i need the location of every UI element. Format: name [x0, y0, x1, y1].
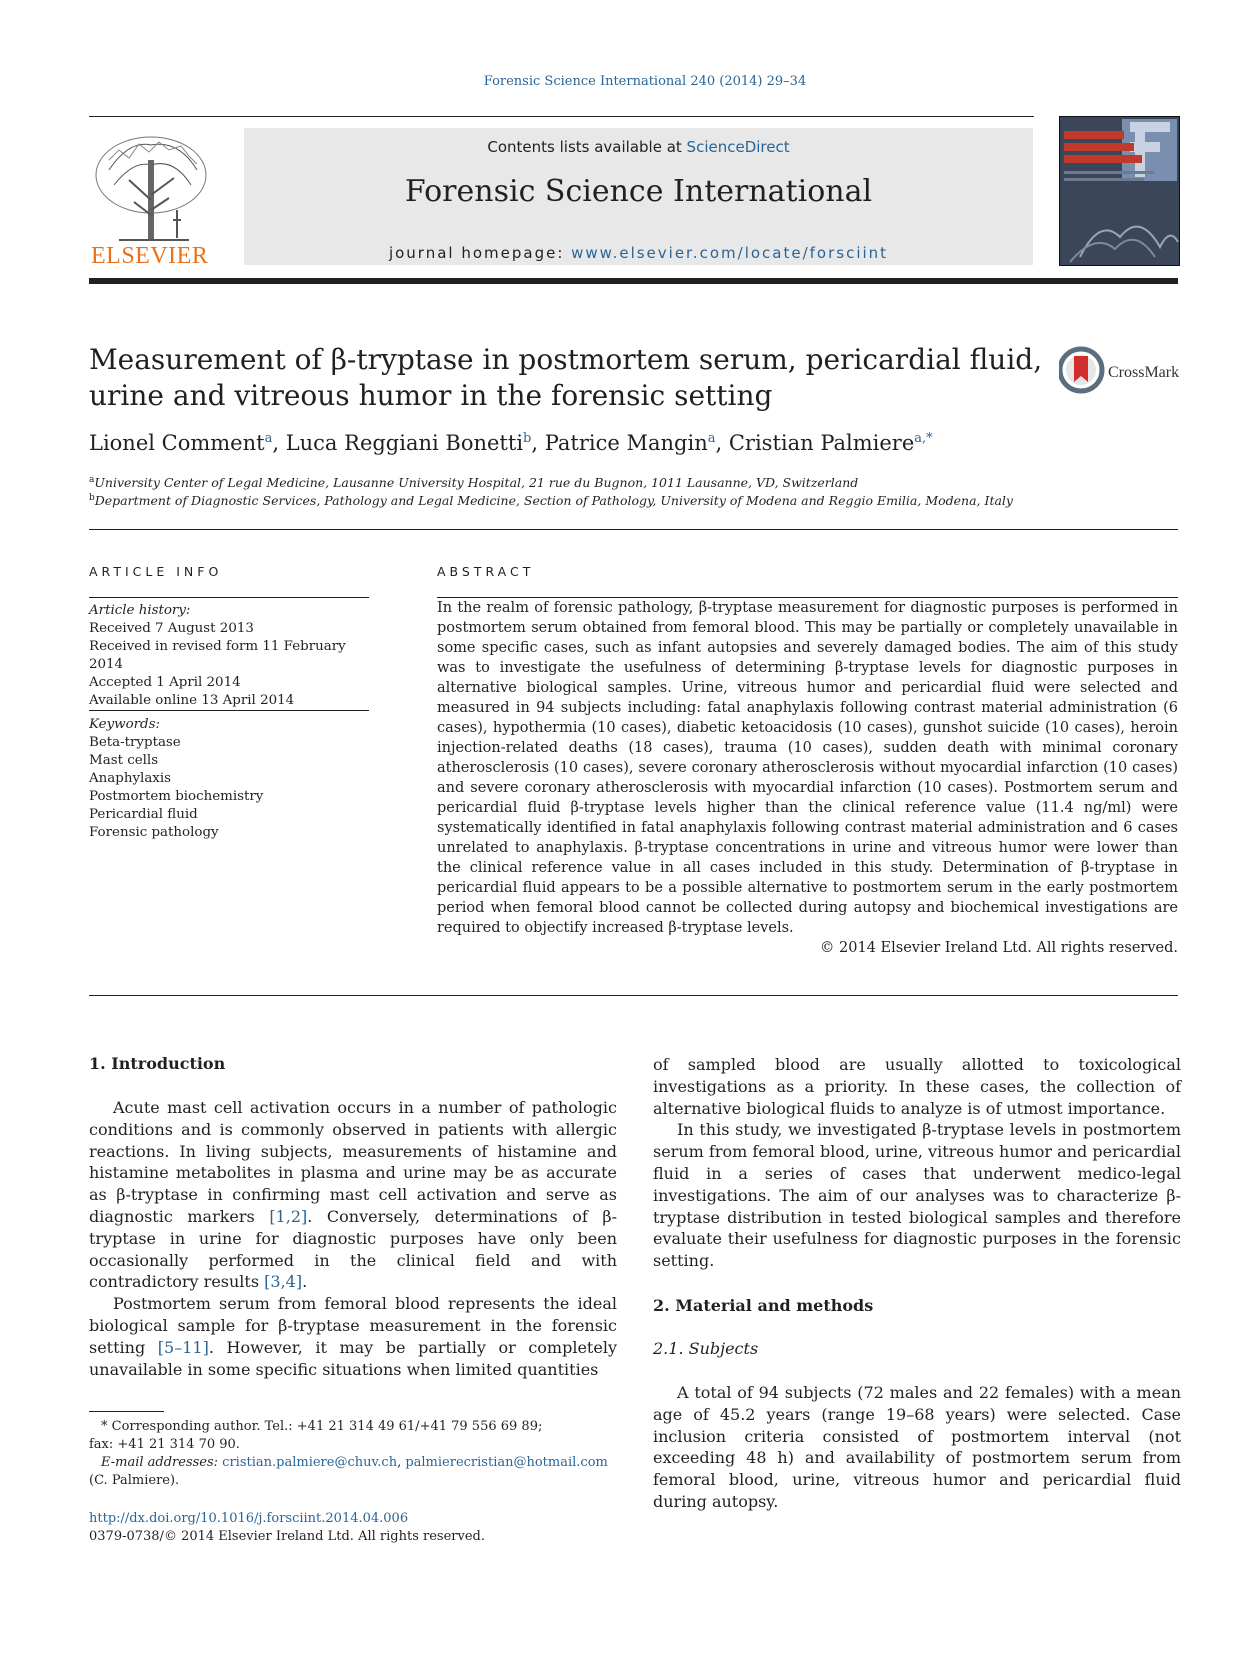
left-column — [89, 1097, 617, 1380]
footnote-emails — [89, 1454, 619, 1472]
history-online: Available online 13 April 2014 — [89, 693, 295, 708]
footnote-line-1: * Corresponding author. Tel.: +41 21 314 49 61/+41 79 556 69 89; — [101, 1419, 543, 1434]
issn-line: 0379-0738/© 2014 Elsevier Ireland Ltd. All rights reserved. — [89, 1529, 485, 1544]
author-1-affil[interactable]: a — [264, 431, 273, 446]
email-link-2[interactable]: palmierecristian@hotmail.com — [405, 1455, 608, 1470]
journal-title: Forensic Science International — [404, 174, 873, 209]
article-title-line2: urine and vitreous humor in the forensic setting — [89, 379, 773, 412]
right-column-bottom — [653, 1382, 1181, 1513]
email-link-1[interactable]: cristian.palmiere@chuv.ch — [222, 1455, 398, 1470]
author-4-affil[interactable]: a,* — [914, 431, 933, 446]
author-list — [89, 431, 1089, 455]
doi-block — [89, 1510, 485, 1546]
journal-cover-thumbnail[interactable] — [1059, 116, 1180, 266]
intro-p1-text-c: . — [302, 1272, 308, 1292]
author-3-affil[interactable]: a — [707, 431, 716, 446]
affiliation-b-text: Department of Diagnostic Services, Pathology and Legal Medicine, Section of Pathology, University of Modena and Reggio Emilia, Modena, Italy — [94, 493, 1013, 509]
abstract-label: ABSTRACT — [437, 564, 535, 579]
body-rule — [89, 995, 1178, 996]
affiliation-a — [89, 475, 858, 490]
affiliation-a-marker: a — [89, 475, 95, 485]
subjects-heading: 2.1. Subjects — [653, 1339, 759, 1358]
affiliation-a-text: University Center of Legal Medicine, Lausanne University Hospital, 21 rue du Bugnon, 1011 Lausanne, VD, Switzerland — [94, 475, 859, 491]
right-paragraph-1: of sampled blood are usually allotted to toxicological investigations as a priority. In these cases, the collection of alternative biological fluids to analyze is of utmost importance. — [653, 1055, 1181, 1118]
elsevier-tree-icon — [89, 130, 214, 270]
author-2-affil[interactable]: b — [523, 431, 532, 446]
keywords — [89, 716, 369, 842]
history-received: Received 7 August 2013 — [89, 621, 254, 636]
homepage-prefix: journal homepage: — [388, 244, 572, 262]
keyword-item: Beta-tryptase — [89, 735, 181, 750]
author-separator: , — [715, 431, 729, 455]
affiliation-b — [89, 493, 1013, 508]
footnote-line-4: (C. Palmiere). — [89, 1473, 180, 1488]
keywords-rule — [89, 710, 369, 711]
email-separator: , — [397, 1455, 406, 1470]
keyword-item: Pericardial fluid — [89, 807, 198, 822]
author-3[interactable]: Patrice Mangin — [544, 431, 708, 455]
author-1[interactable]: Lionel Comment — [89, 431, 265, 455]
intro-paragraph-2 — [89, 1293, 617, 1380]
methods-heading: 2. Material and methods — [653, 1296, 874, 1315]
intro-paragraph-1 — [89, 1097, 617, 1293]
contents-line — [244, 138, 1033, 156]
affiliation-b-marker: b — [89, 493, 95, 503]
intro-p1-text-b: . Conversely, determinations of β-tryptase in urine for diagnostic purposes have only been occasionally performed in the clinical field and with contradictory results — [89, 1206, 618, 1292]
history-revised: Received in revised form 11 February 2014 — [89, 639, 346, 672]
affiliation-rule — [89, 529, 1178, 530]
keyword-item: Postmortem biochemistry — [89, 789, 264, 804]
corresponding-author-footnote — [89, 1418, 619, 1490]
journal-cover-image — [1060, 117, 1179, 265]
journal-banner — [244, 128, 1033, 265]
footnote-rule — [89, 1411, 164, 1412]
publisher-wordmark: ELSEVIER — [91, 243, 209, 269]
header-rule — [89, 116, 1034, 117]
elsevier-logo[interactable] — [89, 130, 214, 270]
crossmark-button[interactable] — [1059, 346, 1189, 394]
introduction-heading: 1. Introduction — [89, 1054, 226, 1073]
header-thick-rule — [89, 278, 1178, 284]
author-2[interactable]: Luca Reggiani Bonetti — [285, 431, 524, 455]
subjects-paragraph: A total of 94 subjects (72 males and 22 females) with a mean age of 45.2 years (range 19–68 years) were selected. Case inclusion criteria consisted of postmortem interval (not exceeding 48 h) and availability of postmortem serum from femoral blood, urine, vitreous humor and pericardial fluid during autopsy. — [653, 1383, 1181, 1511]
abstract-copyright: © 2014 Elsevier Ireland Ltd. All rights reserved. — [819, 940, 1178, 956]
article-info-rule — [89, 597, 369, 598]
reference-link[interactable]: [3,4] — [264, 1272, 303, 1292]
keyword-item: Mast cells — [89, 753, 159, 768]
article-history — [89, 602, 369, 710]
contents-prefix: Contents lists available at — [487, 138, 687, 156]
right-column-top — [653, 1054, 1181, 1272]
journal-homepage — [244, 244, 1033, 262]
author-separator: , — [272, 431, 286, 455]
footnote-line-2: fax: +41 21 314 70 90. — [89, 1437, 240, 1452]
homepage-link[interactable]: www.elsevier.com/locate/forsciint — [571, 244, 889, 262]
author-4[interactable]: Cristian Palmiere — [728, 431, 915, 455]
email-label: E-mail addresses: — [101, 1455, 223, 1470]
author-separator: , — [531, 431, 545, 455]
reference-link[interactable]: [1,2] — [269, 1206, 308, 1226]
intro-p2-text-b: . However, it may be partially or completely unavailable in some specific situations when limited quantities — [89, 1337, 617, 1379]
article-title-line1: Measurement of β-tryptase in postmortem serum, pericardial fluid, — [89, 343, 1043, 376]
journal-citation[interactable]: Forensic Science International 240 (2014) 29–34 — [483, 74, 807, 89]
keyword-item: Anaphylaxis — [89, 771, 172, 786]
doi-link[interactable]: http://dx.doi.org/10.1016/j.forsciint.2014.04.006 — [89, 1511, 409, 1526]
keyword-item: Forensic pathology — [89, 825, 219, 840]
history-accepted: Accepted 1 April 2014 — [89, 675, 241, 690]
intro-p1-text-a: Acute mast cell activation occurs in a number of pathologic conditions and is commonly observed in patients with allergic reactions. In living subjects, measurements of histamine and histamine metabolites in plasma and urine may be as accurate as β-tryptase in confirming mast cell activation and serve as diagnostic markers — [89, 1098, 617, 1226]
keywords-heading: Keywords: — [89, 717, 161, 732]
abstract-text: In the realm of forensic pathology, β-tryptase measurement for diagnostic purposes is performed in postmortem serum obtained from femoral blood. This may be partially or completely unavailable in some specific cases, such as infant autopsies and severely damaged bodies. The aim of this study was to investigate the usefulness of determining β-tryptase levels for diagnostic purposes in alternative biological samples. Urine, vitreous humor and pericardial fluid were selected and measured in 94 subjects including: fatal anaphylaxis following contrast material administration (6 cases), hypothermia (10 cases), diabetic ketoacidosis (10 cases), gunshot suicide (10 cases), heroin injection-related deaths (18 cases), trauma (10 cases), sudden death with minimal coronary atherosclerosis (10 cases), severe coronary atherosclerosis without myocardial infarction (10 cases) and severe coronary atherosclerosis with myocardial infarction (10 cases). Postmortem serum and pericardial fluid β-tryptase levels higher than the clinical reference value (11.4 ng/ml) were systematically identified in fatal anaphylaxis following contrast material administration and 6 cases unrelated to anaphylaxis. β-tryptase concentrations in urine and vitreous humor were lower than the clinical reference value in all cases included in this study. Determination of β-tryptase in pericardial fluid appears to be a possible alternative to postmortem serum in the early postmortem period when femoral blood cannot be collected during autopsy and biochemical investigations are required to objectify increased β-tryptase levels. — [437, 600, 1178, 936]
crossmark-label: CrossMark — [1108, 364, 1180, 381]
article-title — [89, 342, 1049, 414]
sciencedirect-link[interactable]: ScienceDirect — [686, 138, 790, 156]
article-info-label: ARTICLE INFO — [89, 564, 223, 579]
reference-link[interactable]: [5–11] — [157, 1337, 209, 1357]
article-history-heading: Article history: — [89, 603, 191, 618]
intro-p2-text-a: Postmortem serum from femoral blood represents the ideal biological sample for β-tryptase measurement in the forensic setting — [89, 1294, 617, 1357]
right-paragraph-2: In this study, we investigated β-tryptase levels in postmortem serum from femoral blood, urine, vitreous humor and pericardial fluid in a series of cases that underwent medico-legal investigations. The aim of our analyses was to characterize β-tryptase distribution in tested biological samples and therefore evaluate their usefulness for diagnostic purposes in the forensic setting. — [653, 1120, 1181, 1271]
